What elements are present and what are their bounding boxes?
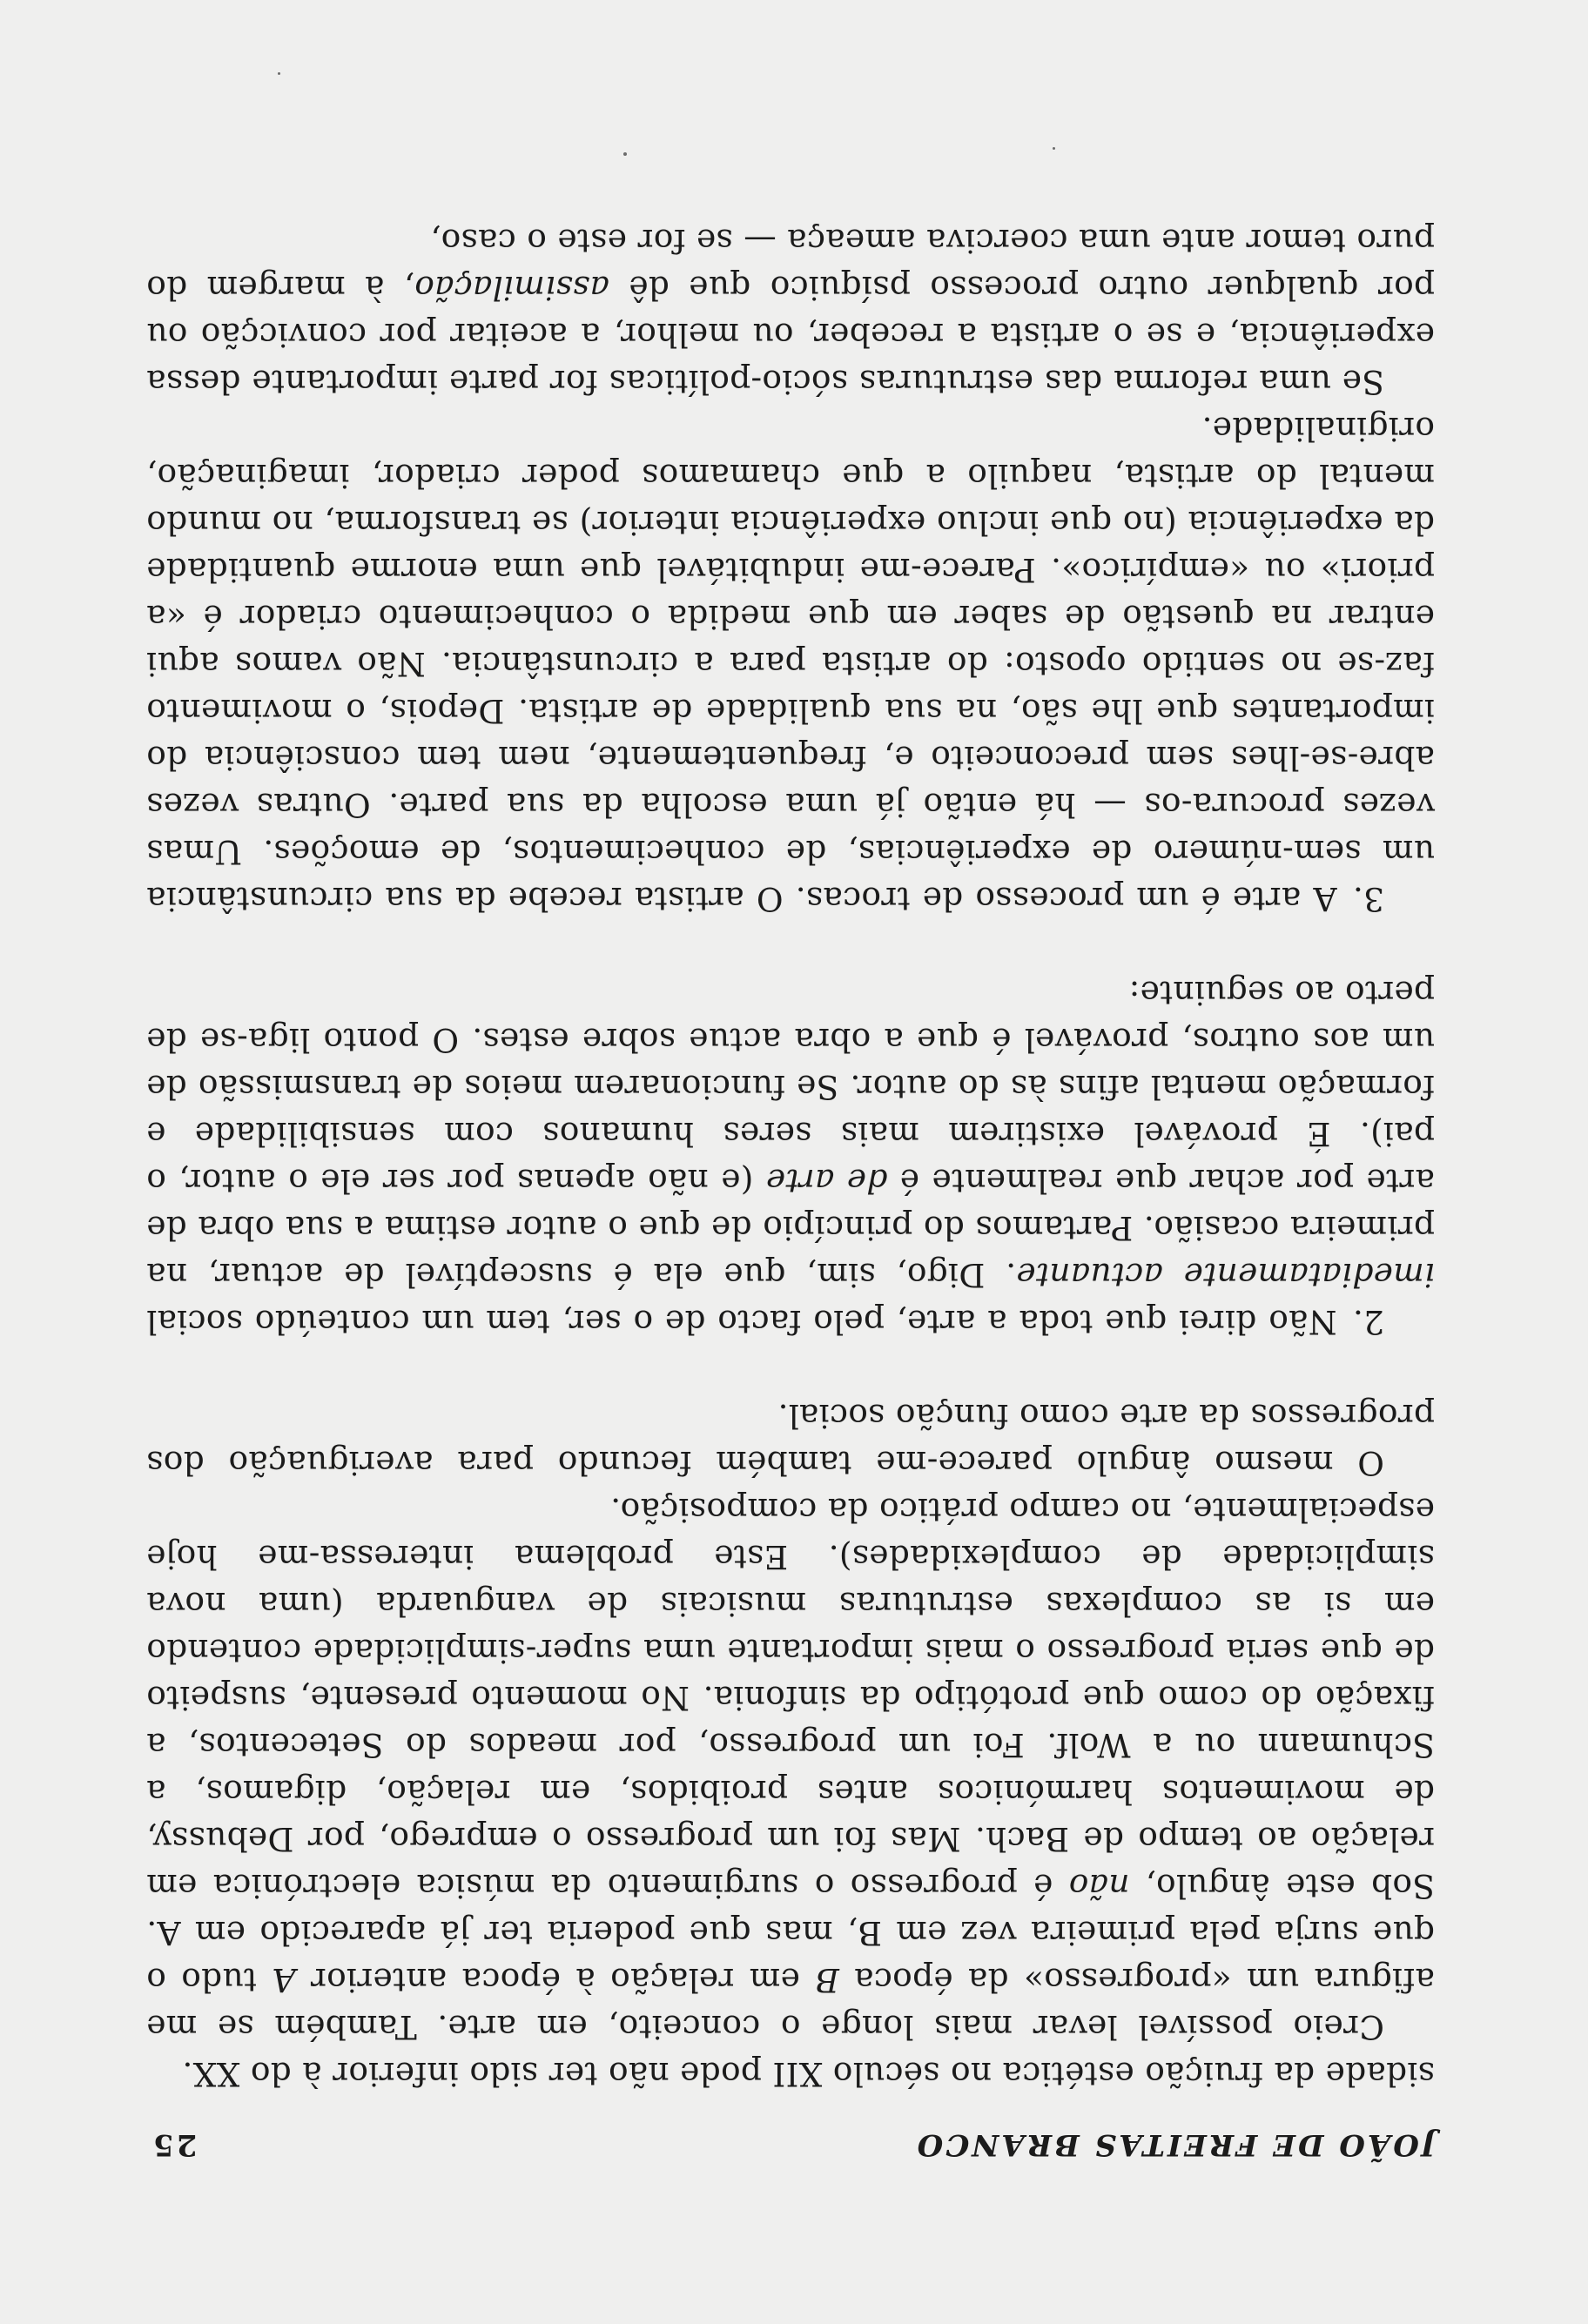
text-run: , à margem do puro temor ante uma coerciva ameaça — se for este o caso,	[146, 222, 1435, 307]
text-run: Creio possível levar mais longe o conceito, em arte. Também se me afigura um «progresso» da época	[146, 1961, 1435, 2046]
text-run: é progresso o surgimento da música electrónica em relação ao tempo de Bach. Mas foi um progresso o emprego, por Debussy, de movimentos harmónicos antes proibidos, em relação, digamos, a Schumann ou a Wolf. Foi um progresso, por meados do Setecentos, a fixação do como que protótipo da sinfonia. No momento presente, suspeito de que seria progresso o mais importante uma super-simplicidade contendo em si as complexas estruturas musicais de vanguarda (uma nova simplicidade de complexidades). Este problema interessa-me hoje especialmente, no campo prático da composição.	[146, 1491, 1435, 1905]
section-number: 3.	[1352, 880, 1384, 918]
paper-speck	[1053, 147, 1055, 150]
text-run: Se uma reforma das estruturas sócio-políticas for parte importante dessa experiência, e se o artista a receber, ou melhor, a aceitar por convicção ou por qualquer outro processo psíquico que dê	[146, 269, 1435, 401]
text-run: (e não apenas por ser ele o autor, o pai). É provável existirem mais seres humanos com sensibilidade e formação mental afins às do autor. Se funcionarem meios de transmissão de um aos outros, provável é que a obra actue sobre estes. O ponto liga-se de perto ao seguinte:	[146, 974, 1435, 1200]
running-head-title: JOÃO DE FREITAS BRANCO	[914, 2127, 1436, 2162]
running-head	[147, 2110, 1436, 2162]
text-run: Não direi que toda a arte, pelo facto de o ser, tem um conteúdo social	[146, 1303, 1337, 1341]
text-run: tudo o que surja pela primeira vez em B, mas que poderia ter já aparecido em A. Sob este ângulo,	[146, 1867, 1435, 1999]
body-text	[146, 218, 1435, 2098]
italic-run: de arte	[765, 1162, 888, 1200]
italic-run: A	[272, 1961, 296, 1999]
paragraph-section-3	[146, 406, 1435, 923]
paper-speck	[623, 152, 627, 156]
paragraph-reform	[146, 218, 1435, 406]
text-run: sidade da fruição estética no século XII pode não ter sido inferior à do XX.	[182, 2055, 1435, 2093]
paper-speck	[278, 72, 280, 75]
italic-run: não	[1068, 1867, 1130, 1905]
text-run: . Digo, sim, que ela é susceptível de actuar, na primeira ocasião. Partamos do princípio de que o autor estima a sua obra de arte por achar que realmente é	[146, 1162, 1435, 1294]
section-number: 2.	[1352, 1303, 1384, 1341]
page-number: 25	[151, 2127, 198, 2162]
italic-run: B	[814, 1961, 839, 1999]
text-run: O mesmo ângulo parece-me também fecundo para averiguação dos progressos da arte como função social.	[146, 1397, 1435, 1482]
text-run: A arte é um processo de trocas. O artista recebe da sua circunstância um sem-número de experiências, de conhecimentos, de emoções. Umas vezes procura-os — há então já uma escolha da sua parte. Outras vezes abre-se-lhes sem preconceito e, frequentemente, nem tem consciência do importantes que lhe são, na sua qualidade de artista. Depois, o movimento faz-se no sentido oposto: do artista para a circunstância. Não vamos aqui entrar na questão de saber em que medida o conhecimento criador é «a priori» ou «empírico». Parece-me indubitável que uma enorme quantidade da experiência (no que incluo experiência interior) se transforma, no mundo mental do artista, naquilo a que chamamos poder criador, imaginação, originalidade.	[146, 410, 1435, 918]
paragraph-continued	[146, 2051, 1435, 2098]
text-run: em relação à época anterior	[295, 1961, 815, 1999]
paragraph-social-function	[146, 1393, 1435, 1487]
paragraph-section-2	[146, 970, 1435, 1346]
paragraph-progress-in-art	[146, 1487, 1435, 2051]
italic-run: imediatamente actuante	[1016, 1256, 1435, 1294]
italic-run: assimilação	[414, 269, 609, 307]
